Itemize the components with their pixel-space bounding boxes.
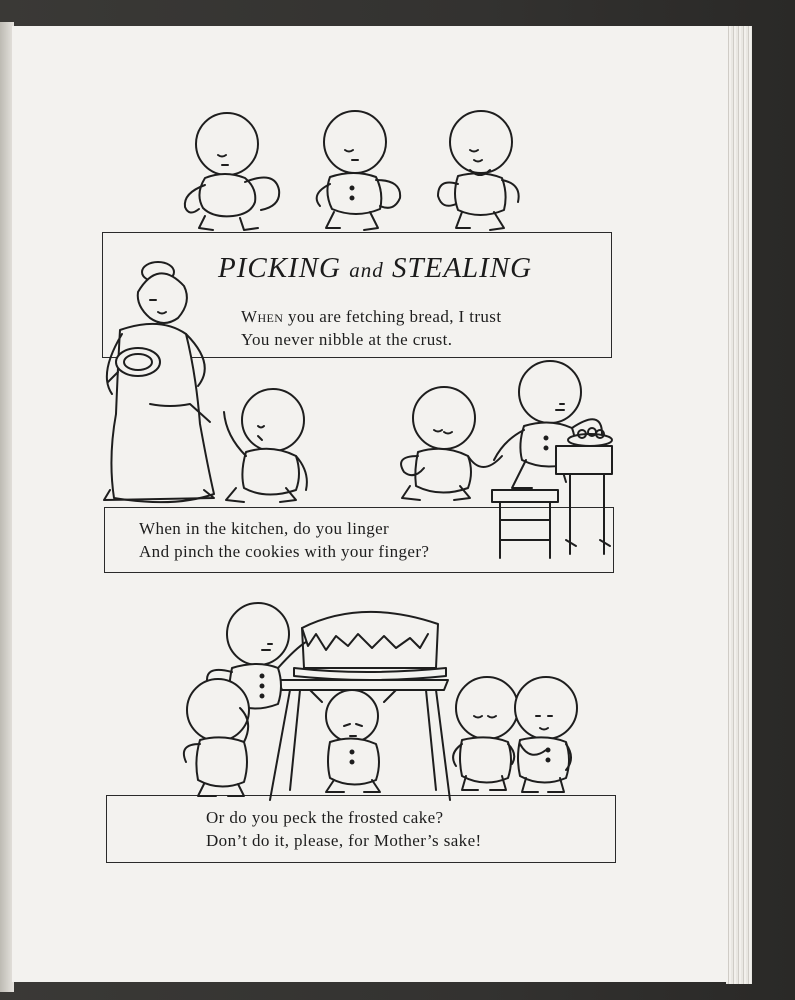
verse-1-first-word: When xyxy=(241,307,284,326)
verse-3-line-2: Don’t do it, please, for Mother’s sake! xyxy=(206,831,482,850)
figure-top-2 xyxy=(317,111,400,230)
verse-1-line-2: You never nibble at the crust. xyxy=(241,330,453,349)
figure-bottom-right-2 xyxy=(515,677,577,792)
stool xyxy=(492,490,558,558)
kitchen-table xyxy=(556,428,612,554)
mother-figure xyxy=(104,262,214,502)
figure-bottom-right-1 xyxy=(453,677,518,790)
figure-top-3 xyxy=(438,111,519,230)
frosted-cake xyxy=(294,612,446,680)
figure-bottom-2 xyxy=(184,679,249,796)
figure-top-1 xyxy=(185,113,279,230)
page-title: PICKING and STEALING xyxy=(218,252,533,284)
figure-middle-1 xyxy=(224,389,307,502)
verse-3-line-1: Or do you peck the frosted cake? xyxy=(206,808,444,827)
figure-middle-2 xyxy=(401,387,502,500)
verse-2-line-2: And pinch the cookies with your finger? xyxy=(139,542,430,561)
verse-1-line-1: When you are fetching bread, I trust xyxy=(241,307,502,326)
figure-bottom-under-table xyxy=(310,690,396,792)
verse-2-line-1: When in the kitchen, do you linger xyxy=(139,519,390,538)
